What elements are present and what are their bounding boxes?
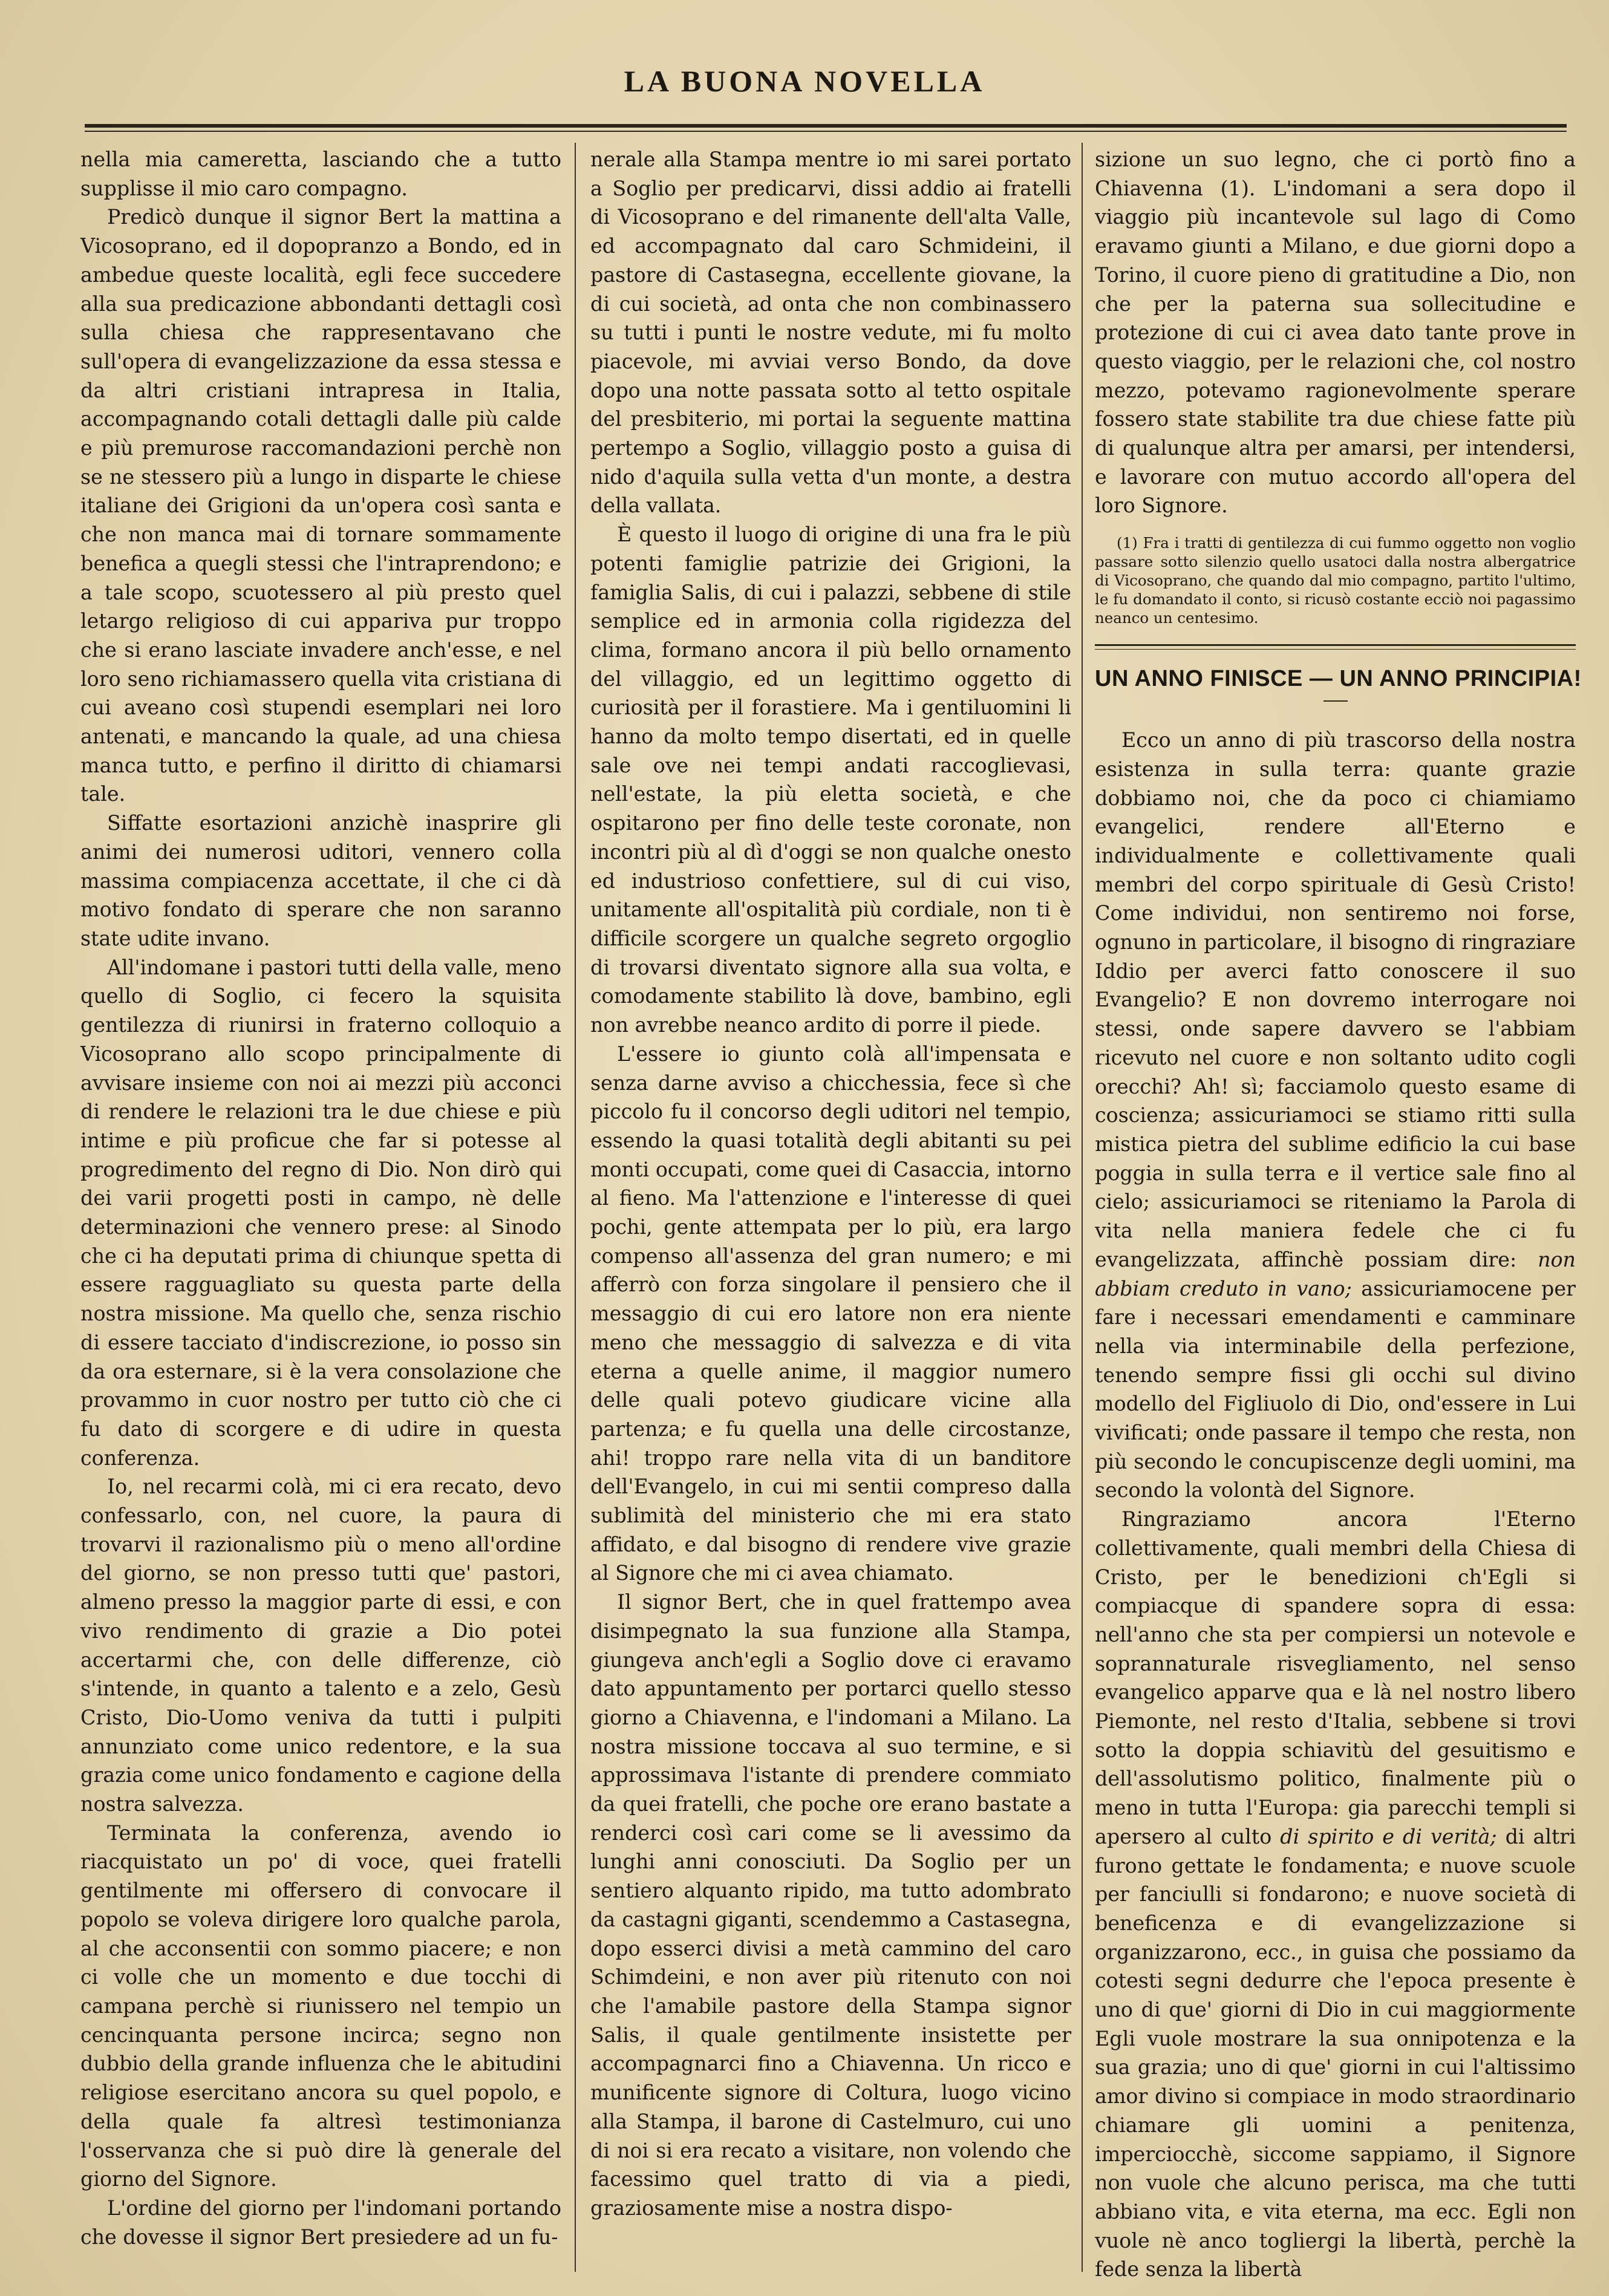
column-3	[1095, 145, 1582, 2284]
paragraph: All'indomane i pastori tutti della valle, meno quello di Soglio, ci fecero la squisita gentilezza di riunirsi in fraterno colloquio a Vicosoprano allo scopo principalmente di avvisare insieme con noi ai mezzi più acconci di rendere le relazioni tra le due chiese e più intime e più proficue che far si potesse al progredimento del regno di Dio. Non dirò qui dei varii progetti posti in campo, nè delle determinazioni che vennero prese: al Sinodo che ci ha deputati prima di chiunque spetta di essere ragguagliato su questa parte della nostra missione. Ma quello che, senza rischio di essere tacciato d'indiscrezione, io posso sin da ora esternare, si è la vera consolazione che provammo in cuor nostro per tutto ciò che ci fu dato di scorgere e di udire in questa conferenza.	[80, 955, 561, 1470]
paragraph: È questo il luogo di origine di una fra le più potenti famiglie patrizie dei Grigioni, la famiglia Salis, di cui i palazzi, sebbene di stile semplice ed in armonia colla rigidezza del clima, formano ancora il più bello ornamento del villaggio, ed un legittimo oggetto di curiosità per il forastiere. Ma i gentiluomini li hanno da molto tempo disertati, ed in quelle sale ove nei tempi andati raccoglievasi, nell'estate, la più eletta società, e che ospitarono per fino delle teste coronate, non incontri più al dì d'oggi se non qualche onesto ed industrioso confettiere, sul di cui viso, unitamente all'ospitalità più cordiale, non ti è difficile scorgere un qualche segreto orgoglio di trovarsi diventato signore alla sua volta, e comodamente stabilito là dove, bambino, egli non avrebbe neanco ardito di porre il piede.	[590, 523, 1071, 1037]
paragraph: L'essere io giunto colà all'impensata e senza darne avviso a chicchessia, fece sì che piccolo fu il concorso degli uditori nel tempio, essendo la quasi totalità degli abitanti su pei monti occupati, come quei di Casaccia, intorno al fieno. Ma l'attenzione e l'interesse di quei pochi, gente attempata per lo più, era largo compenso all'assenza del gran numero; e mi afferrò con forza singolare il pensiero che il messaggio di cui ero latore non era niente meno che messaggio di salvezza e di vita eterna a quelle anime, il maggior numero delle quali potevo giudicare vicine alla partenza; e fu quella una delle circostanze, ahi! troppo rare nella vita di un banditore dell'Evangelo, in cui mi sentii compreso dalla sublimità del ministerio che mi era stato affidato, e dal bisogno di rendere vive grazie al Signore che mi ci avea chiamato.	[590, 1042, 1071, 1585]
paragraph: nella mia cameretta, lasciando che a tutto supplisse il mio caro compagno.	[80, 148, 561, 200]
italic-quote: non abbiam creduto in vano;	[1095, 1247, 1576, 1300]
text-run: Ecco un anno di più trascorso della nostra esistenza in sulla terra: quante grazie dobbiamo noi, che da poco ci chiamiamo evangelici, rendere all'Eterno e individualmente e collettivamente quali membri del corpo spirituale di Gesù Cristo! Come individui, non sentiremo noi forse, ognuno in particolare, il bisogno di ringraziare Iddio per averci fatto conoscere il suo Evangelio? E non dovremo interrogare noi stessi, onde sapere davvero se l'abbiam ricevuto nel cuore e non soltanto udito cogli orecchi? Ah! sì; facciamolo questo esame di coscienza; assicuriamoci se stiamo ritti sulla mistica pietra del sublime edificio la cui base poggia in sulla terra e il vertice sale fino al cielo; assicuriamoci se riteniamo la Parola di vita nella maniera fedele che ci fu evangelizzata, affinchè possiam dire:	[1095, 728, 1576, 1271]
column-divider	[1082, 143, 1083, 2272]
paragraph: sizione un suo legno, che ci portò fino a Chiavenna (1). L'indomani a sera dopo il viaggio più incantevole sul lago di Como eravamo giunti a Milano, e due giorni dopo a Torino, il cuore pieno di gratitudine a Dio, non che per la paterna sua sollecitudine e protezione di cui ci avea dato tante prove in questo viaggio, per le relazioni che, col nostro mezzo, potevamo ragionevolmente sperare fossero state stabilite tra due chiese fatte più di qualunque altra per amarsi, per intendersi, e lavorare con mutuo accordo all'opera del loro Signore.	[1095, 148, 1576, 518]
paragraph: nerale alla Stampa mentre io mi sarei portato a Soglio per predicarvi, dissi addio ai fratelli di Vicosoprano e del rimanente dell'alta Valle, ed accompagnato dal caro Schmideini, il pastore di Castasegna, eccellente giovane, la di cui società, ad onta che non combinassero su tutti i punti le nostre vedute, mi fu molto piacevole, mi avviai verso Bondo, da dove dopo una notte passata sotto al tetto ospitale del presbiterio, mi portai la seguente mattina pertempo a Soglio, villaggio posto a guisa di nido d'aquila sulla vetta d'un monte, a destra della vallata.	[590, 148, 1071, 518]
article-headline: UN ANNO FINISCE — UN ANNO PRINCIPIA!	[1095, 666, 1582, 692]
paragraph	[1095, 1505, 1576, 2284]
header-rule-thin	[85, 131, 1567, 132]
column-divider	[575, 143, 576, 2272]
section-rule-thin	[1095, 649, 1576, 650]
paragraph: Predicò dunque il signor Bert la mattina a Vicosoprano, ed il dopopranzo a Bondo, ed in ambedue queste località, egli fece succedere alla sua predicazione abbondanti dettagli così sulla chiesa che rappresentavano che sull'opera di evangelizzazione da essa stessa e da altri cristiani intrapresa in Italia, accompagnando cotali dettagli dalle più calde e più premurose raccomandazioni perchè non se ne stessero più a lungo in disparte le chiese italiane dei Grigioni da un'opera così santa e che non manca mai di tornare sommamente benefica a quegli stessi che l'intraprendono; e a tale scopo, scuotessero al più presto quel letargo religioso di cui appariva pur troppo che si erano lasciate invadere anch'esse, e nel loro seno richiamassero quella vita cristiana di cui aveano così stupendi esemplari nei loro antenati, e mancando la quale, ad una chiesa manca tutto, e perfino il diritto di chiamarsi tale.	[80, 205, 561, 806]
headline-dash	[1323, 700, 1348, 702]
text-run: di altri furono gettate le fondamenta; e nuove scuole per fanciulli si fondarono; e nuove società di beneficenza e di evangelizzazione si organizzarono, ecc., in guisa che possiamo da cotesti segni dedurre che l'epoca presente è uno di que' giorni di Dio in cui maggiormente Egli vuole mostrare la sua onnipotenza e la sua grazia; uno di que' giorni in cui l'altissimo amor divino si compiace in modo straordinario chiamare gli uomini a penitenza, imperciocchè, siccome sappiamo, il Signore non vuole che alcuno perisca, ma che tutti abbiano vita, e vita eterna, ma ecc. Egli non vuole nè anco togliergi la libertà, perchè la fede senza la libertà	[1095, 1824, 1576, 2281]
paragraph: Terminata la conferenza, avendo io riacquistato un po' di voce, quei fratelli gentilmente mi offersero di convocare il popolo se voleva dirigere loro qualche parola, al che acconsentii con sommo piacere; e non ci volle che un momento e due tocchi di campana perchè si riunissero nel tempio un cencinquanta persone incirca; segno non dubbio della grande influenza che le abitudini religiose esercitano ancora su quel popolo, e della quale fa altresì testimonianza l'osservanza che si può dire là generale del giorno del Signore.	[80, 1821, 561, 2191]
paragraph: Il signor Bert, che in quel frattempo avea disimpegnato la sua funzione alla Stampa, giungeva anch'egli a Soglio dove ci eravamo dato appuntamento per portarci quello stesso giorno a Chiavenna, e l'indomani a Milano. La nostra missione toccava al suo termine, e si approssimava l'istante di prendere commiato da quei fratelli, che poche ore erano bastate a renderci così cari come se li avessimo da lunghi anni conosciuti. Da Soglio per un sentiero alquanto ripido, ma tutto adombrato da castagni giganti, scendemmo a Castasegna, dopo esserci divisi a metà cammino del caro Schimdeini, e non aver più ritenuto con noi che l'amabile pastore della Stampa signor Salis, il quale gentilmente insistette per accompagnarci fino a Chiavenna. Un ricco e munificente signore di Coltura, luogo vicino alla Stampa, il barone di Castelmuro, cui uno di noi si era recato a visitare, non volendo che facessimo quel tratto di via a piedi, graziosamente mise a nostra dispo-	[590, 1590, 1071, 2220]
italic-phrase: di spirito e di verità;	[1280, 1824, 1497, 1848]
header-rule	[85, 124, 1567, 128]
text-run: assicuriamocene per fare i necessari emendamenti e camminare nella via interminabile della perfezione, tenendo sempre fissi gli occhi sul divino modello del Figliuolo di Dio, ond'essere in Lui vivificati; onde passare il tempo che resta, non più secondo le concupiscenze degli uomini, ma secondo la volontà del Signore.	[1095, 1276, 1576, 1502]
footnote-text: (1) Fra i tratti di gentilezza di cui fummo oggetto non voglio passare sotto silenzio quello usatoci dalla nostra albergatrice di Vicosoprano, che quando dal mio compagno, partito l'ultimo, le fu domandato il conto, si ricusò costante ecciò noi pagassimo neanco un centesimo.	[1095, 534, 1576, 627]
paragraph	[1095, 726, 1576, 1505]
section-rule	[1095, 644, 1576, 646]
column-2	[590, 145, 1071, 2223]
footnote	[1095, 533, 1576, 627]
text-run: Ringraziamo ancora l'Eterno collettivamente, quali membri della Chiesa di Cristo, per le benedizioni ch'Egli si compiacque di spandere sopra di essa: nell'anno che sta per compiersi un notevole e soprannaturale risvegliamento, nel senso evangelico apparve qua e là nel nostro libero Piemonte, nel resto d'Italia, sebbene si trovi sotto la doppia schiavitù del gesuitismo e dell'assolutismo politico, finalmente più o meno in tutta l'Europa: gia parecchi templi si apersero al culto	[1095, 1507, 1576, 1848]
masthead-title: LA BUONA NOVELLA	[624, 64, 985, 98]
paragraph: Siffatte esortazioni anzichè inasprire gli animi dei numerosi uditori, vennero colla massima compiacenza accettate, il che ci dà motivo fondato di sperare che non saranno state udite invano.	[80, 811, 561, 950]
paragraph: L'ordine del giorno per l'indomani portando che dovesse il signor Bert presiedere ad un fu-	[80, 2196, 561, 2249]
column-1	[80, 145, 561, 2251]
paragraph: Io, nel recarmi colà, mi ci era recato, devo confessarlo, con, nel cuore, la paura di trovarvi il razionalismo più o meno all'ordine del giorno, se non presso tutti que' pastori, almeno presso la maggior parte di essi, e con vivo rendimento di grazie a Dio potei accertarmi che, con delle differenze, ciò s'intende, in quanto a talento e a zelo, Gesù Cristo, Dio-Uomo veniva da tutti i pulpiti annunziato come unico redentore, e la sua grazia come unico fondamento e cagione della nostra salvezza.	[80, 1475, 561, 1816]
